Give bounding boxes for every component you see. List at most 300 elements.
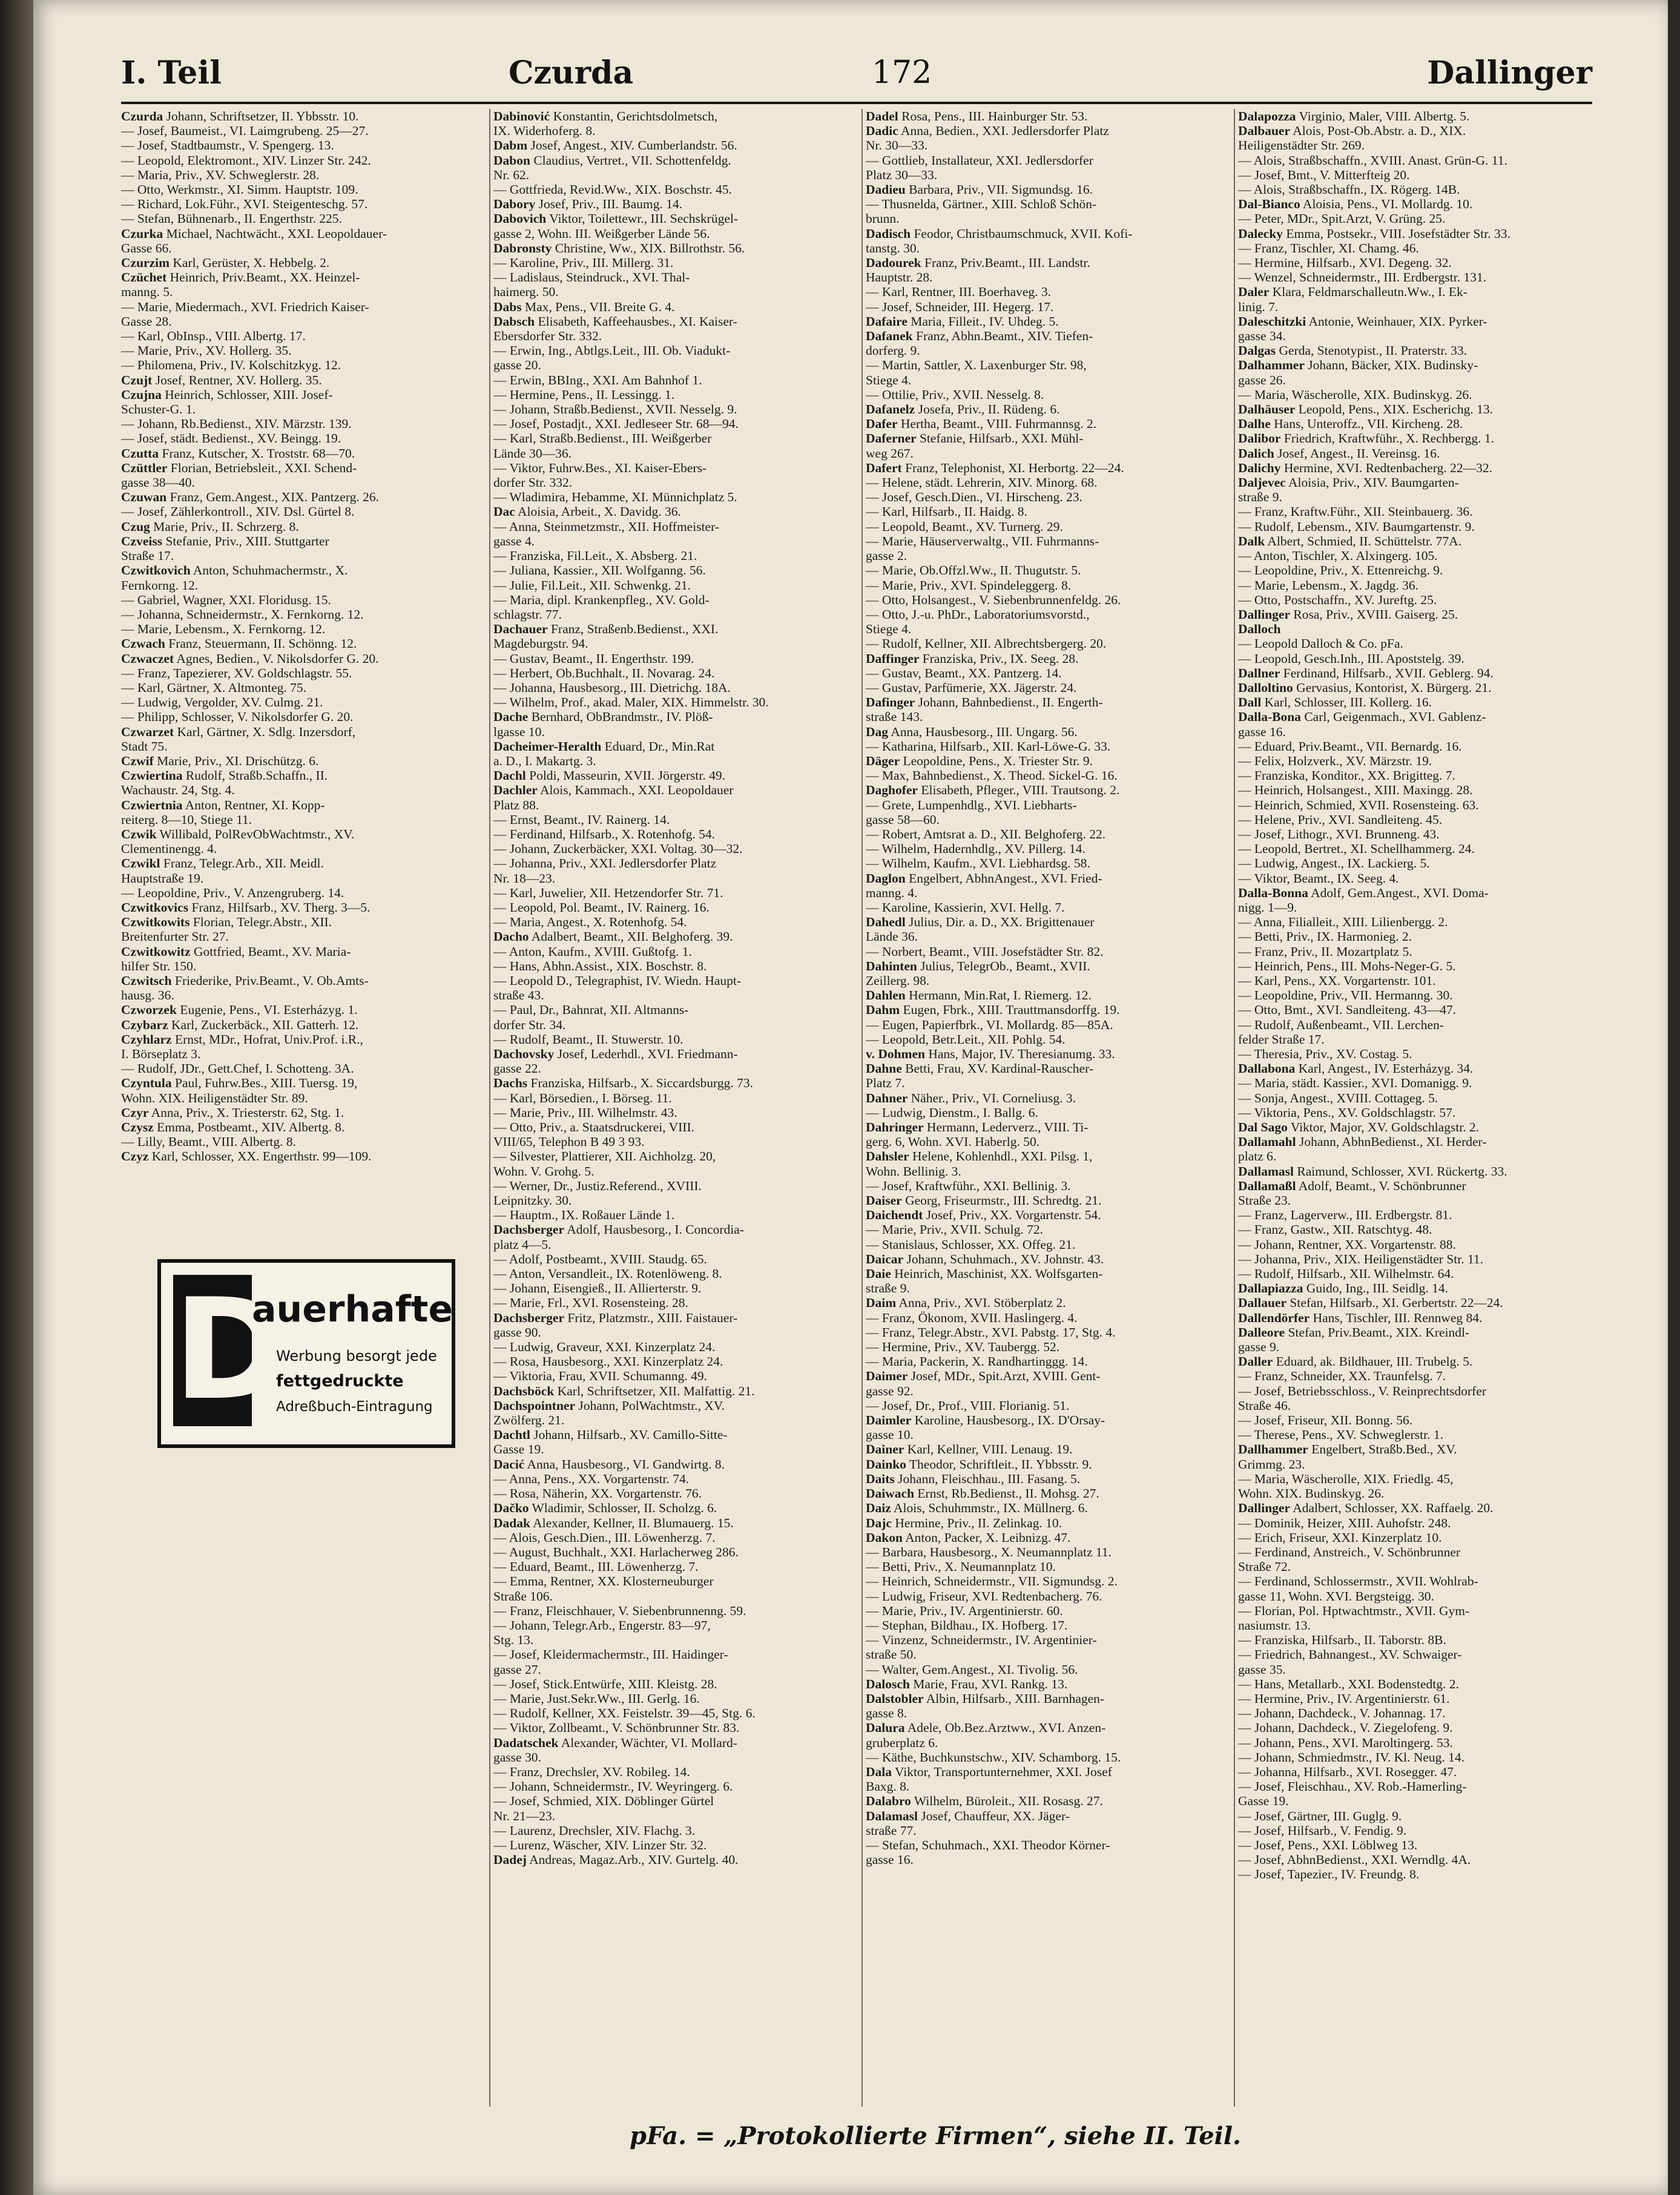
entry-details: Ebersdorfer Str. 332. xyxy=(493,329,602,344)
directory-entry xyxy=(121,1091,484,1105)
entry-details: — Josef, Gärtner, III. Guglg. 9. xyxy=(1238,1808,1402,1823)
entry-surname: Daleschitzki xyxy=(1238,314,1306,329)
entry-details: — Viktor, Beamt., IX. Seeg. 4. xyxy=(1238,870,1399,886)
directory-entry xyxy=(1238,1340,1595,1354)
entry-details: — Walter, Gem.Angest., XI. Tivolig. 56. xyxy=(866,1662,1078,1677)
directory-entry xyxy=(493,1530,857,1545)
entry-details: straße 9. xyxy=(1238,490,1282,505)
entry-surname: Dahlen xyxy=(866,988,906,1003)
directory-entry xyxy=(1238,841,1595,856)
entry-details: nigg. 1—9. xyxy=(1238,900,1297,915)
directory-entry xyxy=(121,461,484,475)
entry-details: — Hermine, Priv., XV. Taubergg. 52. xyxy=(866,1340,1060,1355)
directory-entry xyxy=(493,827,857,841)
entry-details: Franz, Priv.Beamt., III. Landstr. xyxy=(921,255,1090,271)
directory-entry xyxy=(866,255,1229,270)
entry-details: — Martin, Sattler, X. Laxenburger Str. 98, xyxy=(866,358,1087,373)
directory-entry xyxy=(121,431,484,446)
entry-surname: Däger xyxy=(866,753,900,768)
entry-surname: Dalura xyxy=(866,1720,905,1736)
directory-entry xyxy=(493,314,857,329)
directory-entry xyxy=(121,636,484,651)
entry-surname: Dachl xyxy=(493,768,526,783)
directory-entry xyxy=(1238,168,1595,182)
entry-surname: Dadourek xyxy=(866,255,921,271)
directory-entry xyxy=(121,798,484,812)
directory-entry xyxy=(493,387,857,402)
directory-entry xyxy=(1238,709,1595,724)
entry-details: gasse 35. xyxy=(1238,1662,1286,1677)
entry-details: — Viktoria, Pens., XV. Goldschlagstr. 57. xyxy=(1238,1105,1456,1120)
entry-details: — Karoline, Priv., III. Millerg. 31. xyxy=(493,255,674,271)
directory-entry xyxy=(121,1105,484,1120)
entry-details: — Helene, städt. Lehrerin, XIV. Minorg. 68. xyxy=(866,475,1098,490)
directory-entry xyxy=(866,1252,1229,1266)
entry-details: Viktor, Transportunternehmer, XXI. Josef xyxy=(892,1764,1112,1779)
entry-details: Hauptstr. 28. xyxy=(866,270,933,285)
directory-entry xyxy=(493,1047,857,1061)
entry-surname: Dafer xyxy=(866,416,898,432)
advertisement-box xyxy=(157,1259,455,1448)
entry-details: — Max, Bahnbedienst., X. Theod. Sickel-G. 16. xyxy=(866,768,1118,783)
entry-details: — Marie, Priv., XVII. Schulg. 72. xyxy=(866,1222,1044,1237)
directory-entry xyxy=(121,153,484,168)
entry-details: — Rudolf, Kellner, XX. Feistelstr. 39—45, Stg. 6. xyxy=(493,1706,756,1721)
page-number: 172 xyxy=(872,54,932,91)
directory-entry xyxy=(866,1618,1229,1633)
entry-details: — Leopold, Beamt., XV. Turnerg. 29. xyxy=(866,519,1063,534)
entry-details: Nr. 62. xyxy=(493,167,530,182)
entry-details: Anna, Priv., X. Triesterstr. 62, Stg. 1. xyxy=(148,1105,344,1120)
entry-details: platz 4—5. xyxy=(493,1237,552,1252)
entry-details: Hans, Major, IV. Theresianumg. 33. xyxy=(924,1047,1115,1061)
column-divider xyxy=(489,109,490,2107)
directory-entry xyxy=(121,680,484,695)
directory-entry xyxy=(493,666,857,680)
entry-details: Nr. 18—23. xyxy=(493,870,556,886)
directory-entry xyxy=(866,490,1229,504)
directory-entry xyxy=(121,622,484,636)
entry-details: — Herbert, Ob.Buchhalt., II. Novarag. 24. xyxy=(493,665,715,680)
entry-surname: Dachler xyxy=(493,783,538,798)
directory-entry xyxy=(493,607,857,622)
entry-details: Wachaustr. 24, Stg. 4. xyxy=(121,783,235,798)
entry-details: gasse 20. xyxy=(493,358,541,373)
directory-entry xyxy=(493,1311,857,1325)
entry-details: — Maria, Wäscherolle, XIX. Friedlg. 45, xyxy=(1238,1471,1454,1486)
directory-entry xyxy=(866,182,1229,197)
entry-details: Alexander, Wächter, VI. Mollard- xyxy=(558,1735,737,1750)
entry-details: gasse 22. xyxy=(493,1061,541,1076)
directory-entry xyxy=(121,182,484,197)
directory-entry xyxy=(493,1604,857,1618)
directory-entry xyxy=(493,138,857,153)
entry-details: — Josef, Betriebsschloss., V. Reinprechtsdorfer xyxy=(1238,1383,1487,1398)
directory-entry xyxy=(1238,241,1595,255)
directory-entry xyxy=(1238,1618,1595,1633)
directory-entry xyxy=(1238,1222,1595,1237)
entry-details: Hermine, XVI. Redtenbacherg. 22—32. xyxy=(1280,460,1492,475)
entry-details: — Marie, Frl., XVI. Rosensteing. 28. xyxy=(493,1295,688,1311)
entry-details: — Rudolf, Außenbeamt., VII. Lerchen- xyxy=(1238,1017,1444,1032)
entry-details: Adalbert, Schlosser, XX. Raffaelg. 20. xyxy=(1290,1501,1494,1516)
entry-details: dorferg. 9. xyxy=(866,343,920,358)
entry-surname: Daimer xyxy=(866,1369,908,1384)
entry-details: VIII/65, Telephon B 49 3 93. xyxy=(493,1134,645,1150)
entry-details: Baxg. 8. xyxy=(866,1779,910,1794)
directory-entry xyxy=(1238,1501,1595,1515)
entry-details: straße 43. xyxy=(493,988,544,1003)
directory-entry xyxy=(493,1427,857,1442)
entry-details: Platz 88. xyxy=(493,797,539,812)
entry-surname: Dahne xyxy=(866,1061,902,1076)
directory-entry xyxy=(1238,314,1595,329)
entry-details: — Josef, Stick.Entwürfe, XIII. Kleistg. 28. xyxy=(493,1676,717,1691)
entry-surname: Dalloltino xyxy=(1238,680,1293,695)
entry-details: — Johann, Dachdeck., V. Ziegelofeng. 9. xyxy=(1238,1720,1453,1736)
entry-details: — Otto, J.-u. PhDr., Laboratoriumsvorstd., xyxy=(866,607,1090,622)
entry-details: — August, Buchhalt., XXI. Harlacherweg 286. xyxy=(493,1544,739,1559)
directory-entry xyxy=(866,929,1229,944)
entry-details: Heinrich, Maschinist, XX. Wolfsgarten- xyxy=(891,1266,1103,1282)
directory-entry xyxy=(866,783,1229,797)
entry-surname: Dahsler xyxy=(866,1149,909,1164)
entry-details: — Rosa, Hausbesorg., XXI. Kinzerplatz 24. xyxy=(493,1354,723,1369)
entry-details: — Sonja, Angest., XVIII. Cottageg. 5. xyxy=(1238,1090,1438,1105)
entry-surname: Dachsberger xyxy=(493,1222,565,1237)
directory-entry xyxy=(866,593,1229,607)
directory-entry xyxy=(1238,1149,1595,1163)
directory-entry xyxy=(1238,431,1595,446)
directory-entry xyxy=(121,402,484,416)
entry-details: Johann, AbhnBedienst., XI. Herder- xyxy=(1296,1134,1487,1150)
entry-surname: Daller xyxy=(1238,1354,1273,1369)
entry-details: Hans, Unteroffz., VII. Kircheng. 28. xyxy=(1270,416,1463,432)
directory-entry xyxy=(866,1354,1229,1369)
entry-details: hausg. 36. xyxy=(121,988,174,1003)
directory-entry xyxy=(1238,695,1595,709)
directory-entry xyxy=(866,1413,1229,1427)
directory-entry xyxy=(866,1838,1229,1852)
directory-entry xyxy=(121,343,484,358)
entry-details: Marie, Frau, XVI. Rankg. 13. xyxy=(909,1676,1068,1691)
entry-details: — Josef, Lithogr., XVI. Brunneng. 43. xyxy=(1238,826,1440,841)
entry-surname: Dainko xyxy=(866,1456,906,1472)
directory-entry xyxy=(1238,622,1595,636)
directory-entry xyxy=(493,1266,857,1281)
entry-surname: Dala xyxy=(866,1764,892,1779)
column-divider xyxy=(861,109,863,2107)
directory-entry xyxy=(493,1691,857,1706)
directory-entry xyxy=(493,1736,857,1750)
entry-details: Maria, Filleit., IV. Uhdeg. 5. xyxy=(907,314,1059,329)
directory-entry xyxy=(866,856,1229,870)
catchword-right: Dallinger xyxy=(1427,54,1592,91)
entry-details: — Josef, Gesch.Dien., VI. Hirscheng. 23. xyxy=(866,490,1082,505)
entry-details: — Josef, Tapezier., IV. Freundg. 8. xyxy=(1238,1867,1420,1882)
directory-entry xyxy=(121,929,484,944)
entry-details: Adolf, Beamt., V. Schönbrunner xyxy=(1296,1178,1466,1193)
entry-surname: Dalbauer xyxy=(1238,123,1290,139)
directory-entry xyxy=(493,461,857,475)
directory-entry xyxy=(866,1398,1229,1413)
entry-surname: Czybarz xyxy=(121,1017,168,1032)
directory-entry xyxy=(866,1311,1229,1325)
directory-entry xyxy=(121,988,484,1002)
entry-details: — Josef, Kleidermachermstr., III. Haidinger- xyxy=(493,1647,728,1662)
entry-surname: Dalichy xyxy=(1238,460,1281,475)
entry-details: — Karl, Juwelier, XII. Hetzendorfer Str. 71. xyxy=(493,885,723,900)
entry-details: Stadt 75. xyxy=(121,739,168,754)
entry-details: Franz, Steuermann, II. Schönng. 12. xyxy=(165,636,357,651)
entry-surname: Dall xyxy=(1238,695,1262,710)
directory-entry xyxy=(866,1472,1229,1486)
directory-entry xyxy=(1238,343,1595,358)
entry-details: — Franz, Gastw., XII. Ratschtyg. 48. xyxy=(1238,1222,1432,1237)
directory-entry xyxy=(1238,1457,1595,1472)
entry-details: — Philomena, Priv., IV. Kolschitzkyg. 12. xyxy=(121,358,341,373)
directory-entry xyxy=(121,739,484,754)
column-3 xyxy=(866,109,1229,2107)
entry-details: weg 267. xyxy=(866,446,914,461)
entry-surname: Daim xyxy=(866,1295,897,1311)
directory-entry xyxy=(866,739,1229,754)
directory-entry xyxy=(493,754,857,768)
entry-details: Viktor, Toilettewr., III. Sechskrügel- xyxy=(546,211,739,226)
entry-surname: Czyz xyxy=(121,1149,149,1164)
entry-details: — Hermine, Hilfsarb., XVI. Degeng. 32. xyxy=(1238,255,1452,271)
entry-details: Hermann, Min.Rat, I. Riemerg. 12. xyxy=(905,988,1092,1003)
directory-entry xyxy=(121,197,484,211)
entry-details: — Marie, Ob.Offzl.Ww., II. Thugutstr. 5. xyxy=(866,563,1081,578)
entry-details: Betti, Frau, XV. Kardinal-Rauscher- xyxy=(901,1061,1093,1076)
entry-details: Karl, Schlosser, XX. Engerthstr. 99—109. xyxy=(148,1149,372,1164)
directory-entry xyxy=(493,475,857,490)
directory-entry xyxy=(493,1823,857,1838)
directory-entry xyxy=(866,798,1229,812)
entry-details: Carl, Geigenmach., XVI. Gablenz- xyxy=(1300,709,1486,725)
entry-details: Stefanie, Hilfsarb., XXI. Mühl- xyxy=(916,431,1084,446)
directory-entry xyxy=(1238,886,1595,900)
entry-surname: Dahner xyxy=(866,1090,908,1105)
directory-entry xyxy=(493,285,857,299)
directory-entry xyxy=(1238,1032,1595,1047)
directory-entry xyxy=(493,959,857,973)
directory-entry xyxy=(866,1779,1229,1794)
directory-entry xyxy=(1238,915,1595,929)
directory-entry xyxy=(866,1222,1229,1237)
directory-entry xyxy=(493,519,857,534)
entry-details: Anton, Schuhmachermstr., X. xyxy=(190,563,348,578)
entry-surname: Dalosch xyxy=(866,1676,910,1691)
page-header xyxy=(121,54,1592,103)
entry-details: — Ferdinand, Schlossermstr., XVII. Wohlrab- xyxy=(1238,1574,1478,1589)
entry-details: — Ferdinand, Hilfsarb., X. Rotenhofg. 54. xyxy=(493,826,716,841)
directory-entry xyxy=(493,886,857,900)
directory-entry xyxy=(866,138,1229,153)
entry-details: — Thusnelda, Gärtner., XIII. Schloß Schön- xyxy=(866,197,1097,212)
entry-surname: Czwitkovich xyxy=(121,563,191,578)
entry-details: Aloisia, Pens., VI. Mollardg. 10. xyxy=(1300,197,1473,212)
entry-details: Stiege 4. xyxy=(866,372,912,387)
entry-surname: Daicar xyxy=(866,1251,904,1266)
entry-details: Stg. 13. xyxy=(493,1633,534,1648)
directory-entry xyxy=(866,1325,1229,1340)
directory-entry xyxy=(493,1398,857,1413)
ad-text-line: Adreßbuch-Eintragung xyxy=(276,1399,433,1415)
directory-entry xyxy=(866,241,1229,255)
entry-details: — Viktor, Zollbeamt., V. Schönbrunner Str. 83. xyxy=(493,1720,740,1736)
directory-entry xyxy=(121,314,484,329)
entry-details: gasse 2. xyxy=(866,548,908,564)
directory-entry xyxy=(866,1193,1229,1208)
entry-details: Ernst, MDr., Hofrat, Univ.Prof. i.R., xyxy=(171,1032,363,1047)
entry-details: Näher., Priv., VI. Corneliusg. 3. xyxy=(908,1090,1076,1105)
entry-surname: Dalla-Bona xyxy=(1238,709,1301,725)
directory-entry xyxy=(121,1032,484,1047)
directory-entry xyxy=(866,1530,1229,1545)
entry-details: — Marie, Priv., XVI. Spindeleggerg. 8. xyxy=(866,578,1072,593)
entry-details: Josef, Priv., XX. Vorgartenstr. 54. xyxy=(923,1208,1101,1223)
directory-entry xyxy=(866,666,1229,680)
entry-surname: Czwif xyxy=(121,753,154,768)
directory-entry xyxy=(493,1559,857,1574)
entry-details: Grimmg. 23. xyxy=(1238,1456,1305,1472)
directory-entry xyxy=(866,944,1229,959)
entry-details: Marie, Priv., II. Schrzerg. 8. xyxy=(150,519,299,534)
directory-entry xyxy=(1238,1662,1595,1677)
entry-surname: Dahm xyxy=(866,1002,900,1018)
entry-details: Hertha, Beamt., VIII. Fuhrmannsg. 2. xyxy=(897,416,1097,432)
directory-entry xyxy=(866,1677,1229,1691)
directory-entry xyxy=(1238,725,1595,739)
directory-entry xyxy=(493,402,857,416)
entry-details: Nr. 30—33. xyxy=(866,138,928,153)
entry-details: — Eduard, Beamt., III. Löwenherzg. 7. xyxy=(493,1559,699,1575)
directory-entry xyxy=(493,1852,857,1867)
entry-surname: Czwitkovics xyxy=(121,900,189,915)
entry-surname: Dalgas xyxy=(1238,343,1276,358)
entry-details: — Ferdinand, Anstreich., V. Schönbrunner xyxy=(1238,1544,1461,1559)
directory-entry xyxy=(866,1047,1229,1061)
entry-details: Paul, Fuhrw.Bes., XIII. Tuersg. 19, xyxy=(171,1076,358,1091)
directory-entry xyxy=(1238,285,1595,299)
directory-entry xyxy=(121,593,484,607)
entry-details: Gervasius, Kontorist, X. Bürgerg. 21. xyxy=(1293,680,1492,695)
entry-details: — Julie, Fil.Leit., XII. Schwenkg. 21. xyxy=(493,578,691,593)
entry-details: — Anton, Tischler, X. Alxingerg. 105. xyxy=(1238,548,1438,564)
entry-details: — Josef, Baumeist., VI. Laimgrubeng. 25—27. xyxy=(121,123,369,139)
directory-entry xyxy=(121,651,484,666)
directory-entry xyxy=(493,1838,857,1852)
directory-entry xyxy=(1238,1838,1595,1852)
entry-details: Karl, Zuckerbäck., XII. Gatterh. 12. xyxy=(168,1017,359,1032)
directory-entry xyxy=(1238,1545,1595,1559)
entry-details: Wladimir, Schlosser, II. Scholzg. 6. xyxy=(529,1501,717,1516)
directory-entry xyxy=(866,1720,1229,1735)
directory-entry xyxy=(866,1032,1229,1047)
directory-entry xyxy=(121,709,484,724)
directory-entry xyxy=(866,300,1229,314)
entry-details: Anna, Hausbesorg., III. Ungarg. 56. xyxy=(888,724,1078,739)
directory-entry xyxy=(121,1134,484,1149)
entry-details: — Johanna, Hausbesorg., III. Dietrichg. 18A. xyxy=(493,680,731,695)
entry-details: — Marie, Häuserverwaltg., VII. Fuhrmanns- xyxy=(866,533,1099,548)
directory-entry xyxy=(493,255,857,270)
directory-entry xyxy=(493,1208,857,1222)
directory-entry xyxy=(1238,211,1595,226)
entry-surname: Dabinović xyxy=(493,109,550,123)
directory-entry xyxy=(866,1061,1229,1076)
entry-details: Wohn. XIX. Budinskyg. 26. xyxy=(1238,1486,1385,1501)
entry-surname: Dainer xyxy=(866,1442,904,1457)
directory-entry xyxy=(1238,636,1595,651)
entry-surname: Czurda xyxy=(121,109,163,123)
directory-entry xyxy=(1238,973,1595,988)
entry-details: — Franziska, Hilfsarb., II. Taborstr. 8B. xyxy=(1238,1633,1446,1648)
directory-entry xyxy=(1238,1076,1595,1090)
entry-details: Johann, Fleischhau., III. Fasang. 5. xyxy=(894,1471,1081,1486)
entry-surname: Dadej xyxy=(493,1852,527,1868)
directory-entry xyxy=(493,798,857,812)
entry-details: Alois, Schuhmmstr., IX. Müllnerg. 6. xyxy=(891,1501,1088,1516)
entry-details: Feodor, Christbaumschmuck, XVII. Kofi- xyxy=(911,226,1133,241)
entry-details: Wohn. XIX. Heiligenstädter Str. 89. xyxy=(121,1090,308,1105)
directory-entry xyxy=(866,519,1229,534)
entry-details: Antonie, Weinhauer, XIX. Pyrker- xyxy=(1306,314,1487,329)
directory-entry xyxy=(1238,1325,1595,1340)
directory-entry xyxy=(493,1413,857,1427)
directory-entry xyxy=(866,211,1229,226)
column-1 xyxy=(121,109,484,2107)
entry-details: Josef, Priv., III. Baumg. 14. xyxy=(535,197,683,212)
directory-entry xyxy=(1238,563,1595,578)
directory-entry xyxy=(1238,651,1595,666)
directory-entry xyxy=(493,1281,857,1295)
entry-surname: Dalamasl xyxy=(866,1808,918,1823)
entry-details: Poldi, Masseurin, XVII. Jörgerstr. 49. xyxy=(525,768,726,783)
entry-surname: Dabronsty xyxy=(493,240,552,255)
directory-entry xyxy=(493,1809,857,1823)
entry-details: Karl, Schriftsetzer, XII. Malfattig. 21. xyxy=(554,1383,755,1398)
entry-details: — Josef, Postadjt., XXI. Jedleseer Str. 68—94. xyxy=(493,416,739,432)
entry-details: gasse 2, Wohn. III. Weißgerber Lände 56. xyxy=(493,226,710,241)
entry-surname: Daiwach xyxy=(866,1486,915,1501)
entry-details: Julius, TelegrOb., Beamt., XVII. xyxy=(917,958,1090,973)
entry-details: — Josef, städt. Bedienst., XV. Beingg. 19. xyxy=(121,431,341,446)
entry-details: Engelbert, AbhnAngest., XVI. Fried- xyxy=(905,870,1102,886)
directory-entry xyxy=(1238,358,1595,372)
entry-details: — Otto, Bmt., XVI. Sandleiteng. 43—47. xyxy=(1238,1002,1457,1018)
entry-details: — Felix, Holzverk., XV. Märzstr. 19. xyxy=(1238,753,1432,768)
entry-details: I. Börseplatz 3. xyxy=(121,1047,201,1061)
directory-entry xyxy=(493,1457,857,1472)
directory-entry xyxy=(1238,1237,1595,1252)
directory-entry xyxy=(1238,1311,1595,1325)
entry-details: — Leopold, Bertret., XI. Schellhammerg. 24. xyxy=(1238,841,1475,857)
entry-details: — Alois, Straßbschaffn., IX. Rögerg. 14B. xyxy=(1238,182,1460,197)
directory-entry xyxy=(1238,182,1595,197)
entry-surname: Czworzek xyxy=(121,1002,177,1018)
entry-surname: Czwik xyxy=(121,826,157,841)
directory-entry xyxy=(121,446,484,461)
ad-text-line-bold: fettgedruckte xyxy=(276,1372,404,1390)
entry-details: Engelbert, Straßb.Bed., XV. xyxy=(1308,1442,1457,1457)
entry-details: — Karl, Rentner, III. Boerhaveg. 3. xyxy=(866,285,1052,300)
directory-entry xyxy=(121,168,484,182)
entry-details: Stefan, Priv.Beamt., XIX. Kreindl- xyxy=(1285,1325,1470,1340)
entry-details: — Leopold, Pol. Beamt., IV. Rainerg. 16. xyxy=(493,900,710,915)
